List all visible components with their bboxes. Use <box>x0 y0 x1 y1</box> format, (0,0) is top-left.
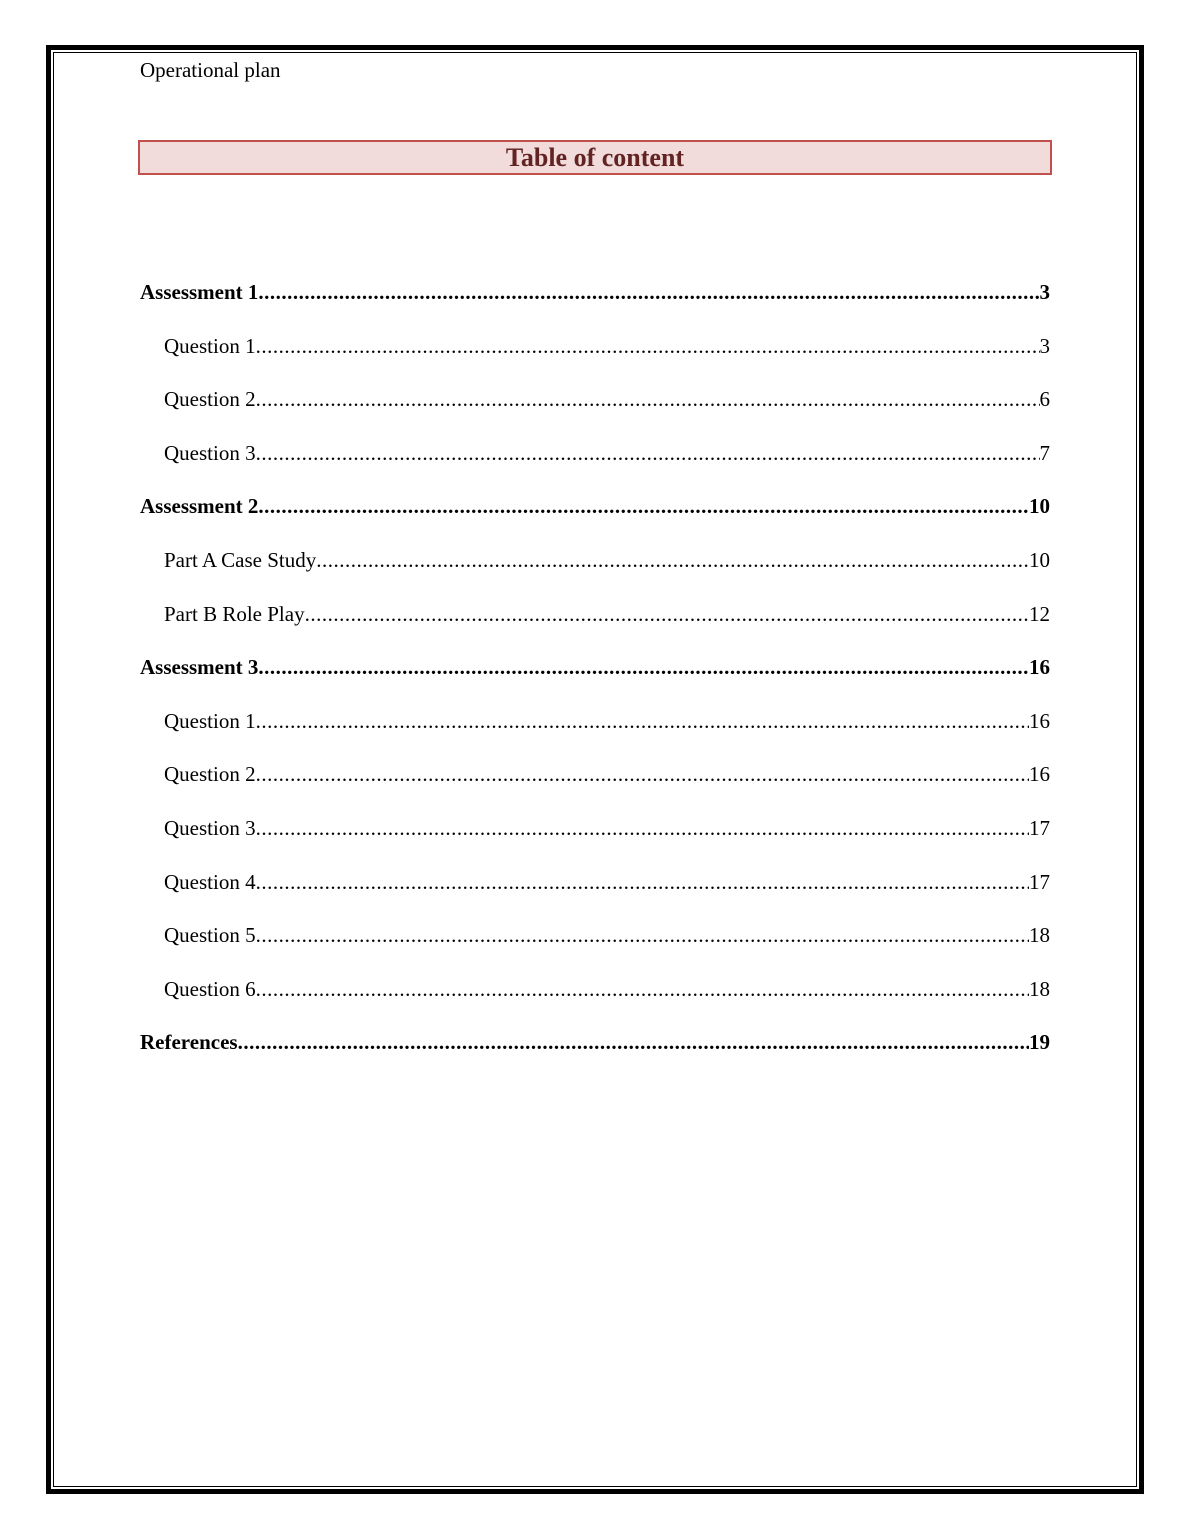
toc-entry-page: 10 <box>1029 547 1050 572</box>
toc-dot-leader <box>256 385 1040 413</box>
toc-entry-a3-question-3[interactable] <box>140 814 1050 868</box>
toc-entry-label: Question 6 <box>164 976 256 1001</box>
toc-entry-page: 10 <box>1029 494 1050 519</box>
toc-dot-leader <box>256 332 1040 360</box>
toc-dot-leader <box>305 600 1029 628</box>
toc-entry-page: 17 <box>1029 869 1050 894</box>
toc-entry-label: Part B Role Play <box>164 601 305 626</box>
toc-entry-page: 17 <box>1029 815 1050 840</box>
toc-entry-a1-question-3[interactable] <box>140 439 1050 493</box>
toc-title: Table of content <box>505 142 685 172</box>
toc-dot-leader <box>256 868 1029 896</box>
toc-dot-leader <box>258 653 1029 681</box>
toc-entry-page: 3 <box>1039 280 1050 304</box>
toc-dot-leader <box>256 921 1029 949</box>
toc-entry-page: 16 <box>1029 762 1050 787</box>
toc-entry-references[interactable] <box>140 1028 1050 1082</box>
toc-entry-label: Question 2 <box>164 387 256 412</box>
toc-entry-page: 7 <box>1039 440 1050 465</box>
toc-entry-label: Assessment 2 <box>140 494 259 519</box>
toc-dot-leader <box>238 1028 1029 1056</box>
toc-entry-label: Question 4 <box>164 869 256 894</box>
toc-entry-page: 3 <box>1039 333 1050 358</box>
toc-entry-part-a-case-study[interactable] <box>140 546 1050 600</box>
toc-dot-leader <box>316 546 1029 574</box>
toc-entry-page: 6 <box>1039 387 1050 412</box>
toc-entry-a3-question-5[interactable] <box>140 921 1050 975</box>
toc-entry-a3-question-6[interactable] <box>140 975 1050 1029</box>
toc-title-box <box>138 140 1052 175</box>
toc-entry-assessment-1[interactable] <box>140 278 1050 332</box>
toc-entry-a1-question-2[interactable] <box>140 385 1050 439</box>
toc-dot-leader <box>258 492 1029 520</box>
toc-dot-leader <box>256 760 1029 788</box>
running-header: Operational plan <box>140 58 281 82</box>
toc-entry-page: 19 <box>1029 1030 1050 1055</box>
toc-entry-page: 16 <box>1029 655 1050 680</box>
toc-entry-a1-question-1[interactable] <box>140 332 1050 386</box>
toc-list <box>140 278 1050 1082</box>
toc-entry-label: Question 1 <box>164 708 256 733</box>
toc-entry-a3-question-1[interactable] <box>140 707 1050 761</box>
toc-entry-page: 18 <box>1029 976 1050 1001</box>
toc-entry-label: Assessment 1 <box>140 280 259 304</box>
toc-entry-page: 12 <box>1029 601 1050 626</box>
toc-entry-label: Question 3 <box>164 440 256 465</box>
toc-entry-page: 16 <box>1029 708 1050 733</box>
toc-dot-leader <box>256 975 1029 1003</box>
toc-entry-page: 18 <box>1029 923 1050 948</box>
toc-entry-label: References <box>140 1030 238 1055</box>
toc-entry-label: Question 3 <box>164 815 256 840</box>
toc-entry-label: Question 5 <box>164 923 256 948</box>
toc-dot-leader <box>256 814 1029 842</box>
toc-entry-label: Question 1 <box>164 333 256 358</box>
toc-dot-leader <box>256 707 1029 735</box>
toc-entry-label: Assessment 3 <box>140 655 259 680</box>
toc-entry-a3-question-4[interactable] <box>140 868 1050 922</box>
toc-entry-a3-question-2[interactable] <box>140 760 1050 814</box>
toc-entry-part-b-role-play[interactable] <box>140 600 1050 654</box>
toc-entry-label: Part A Case Study <box>164 547 317 572</box>
toc-dot-leader <box>258 278 1039 306</box>
toc-dot-leader <box>256 439 1040 467</box>
toc-entry-assessment-3[interactable] <box>140 653 1050 707</box>
toc-entry-label: Question 2 <box>164 762 256 787</box>
toc-entry-assessment-2[interactable] <box>140 492 1050 546</box>
